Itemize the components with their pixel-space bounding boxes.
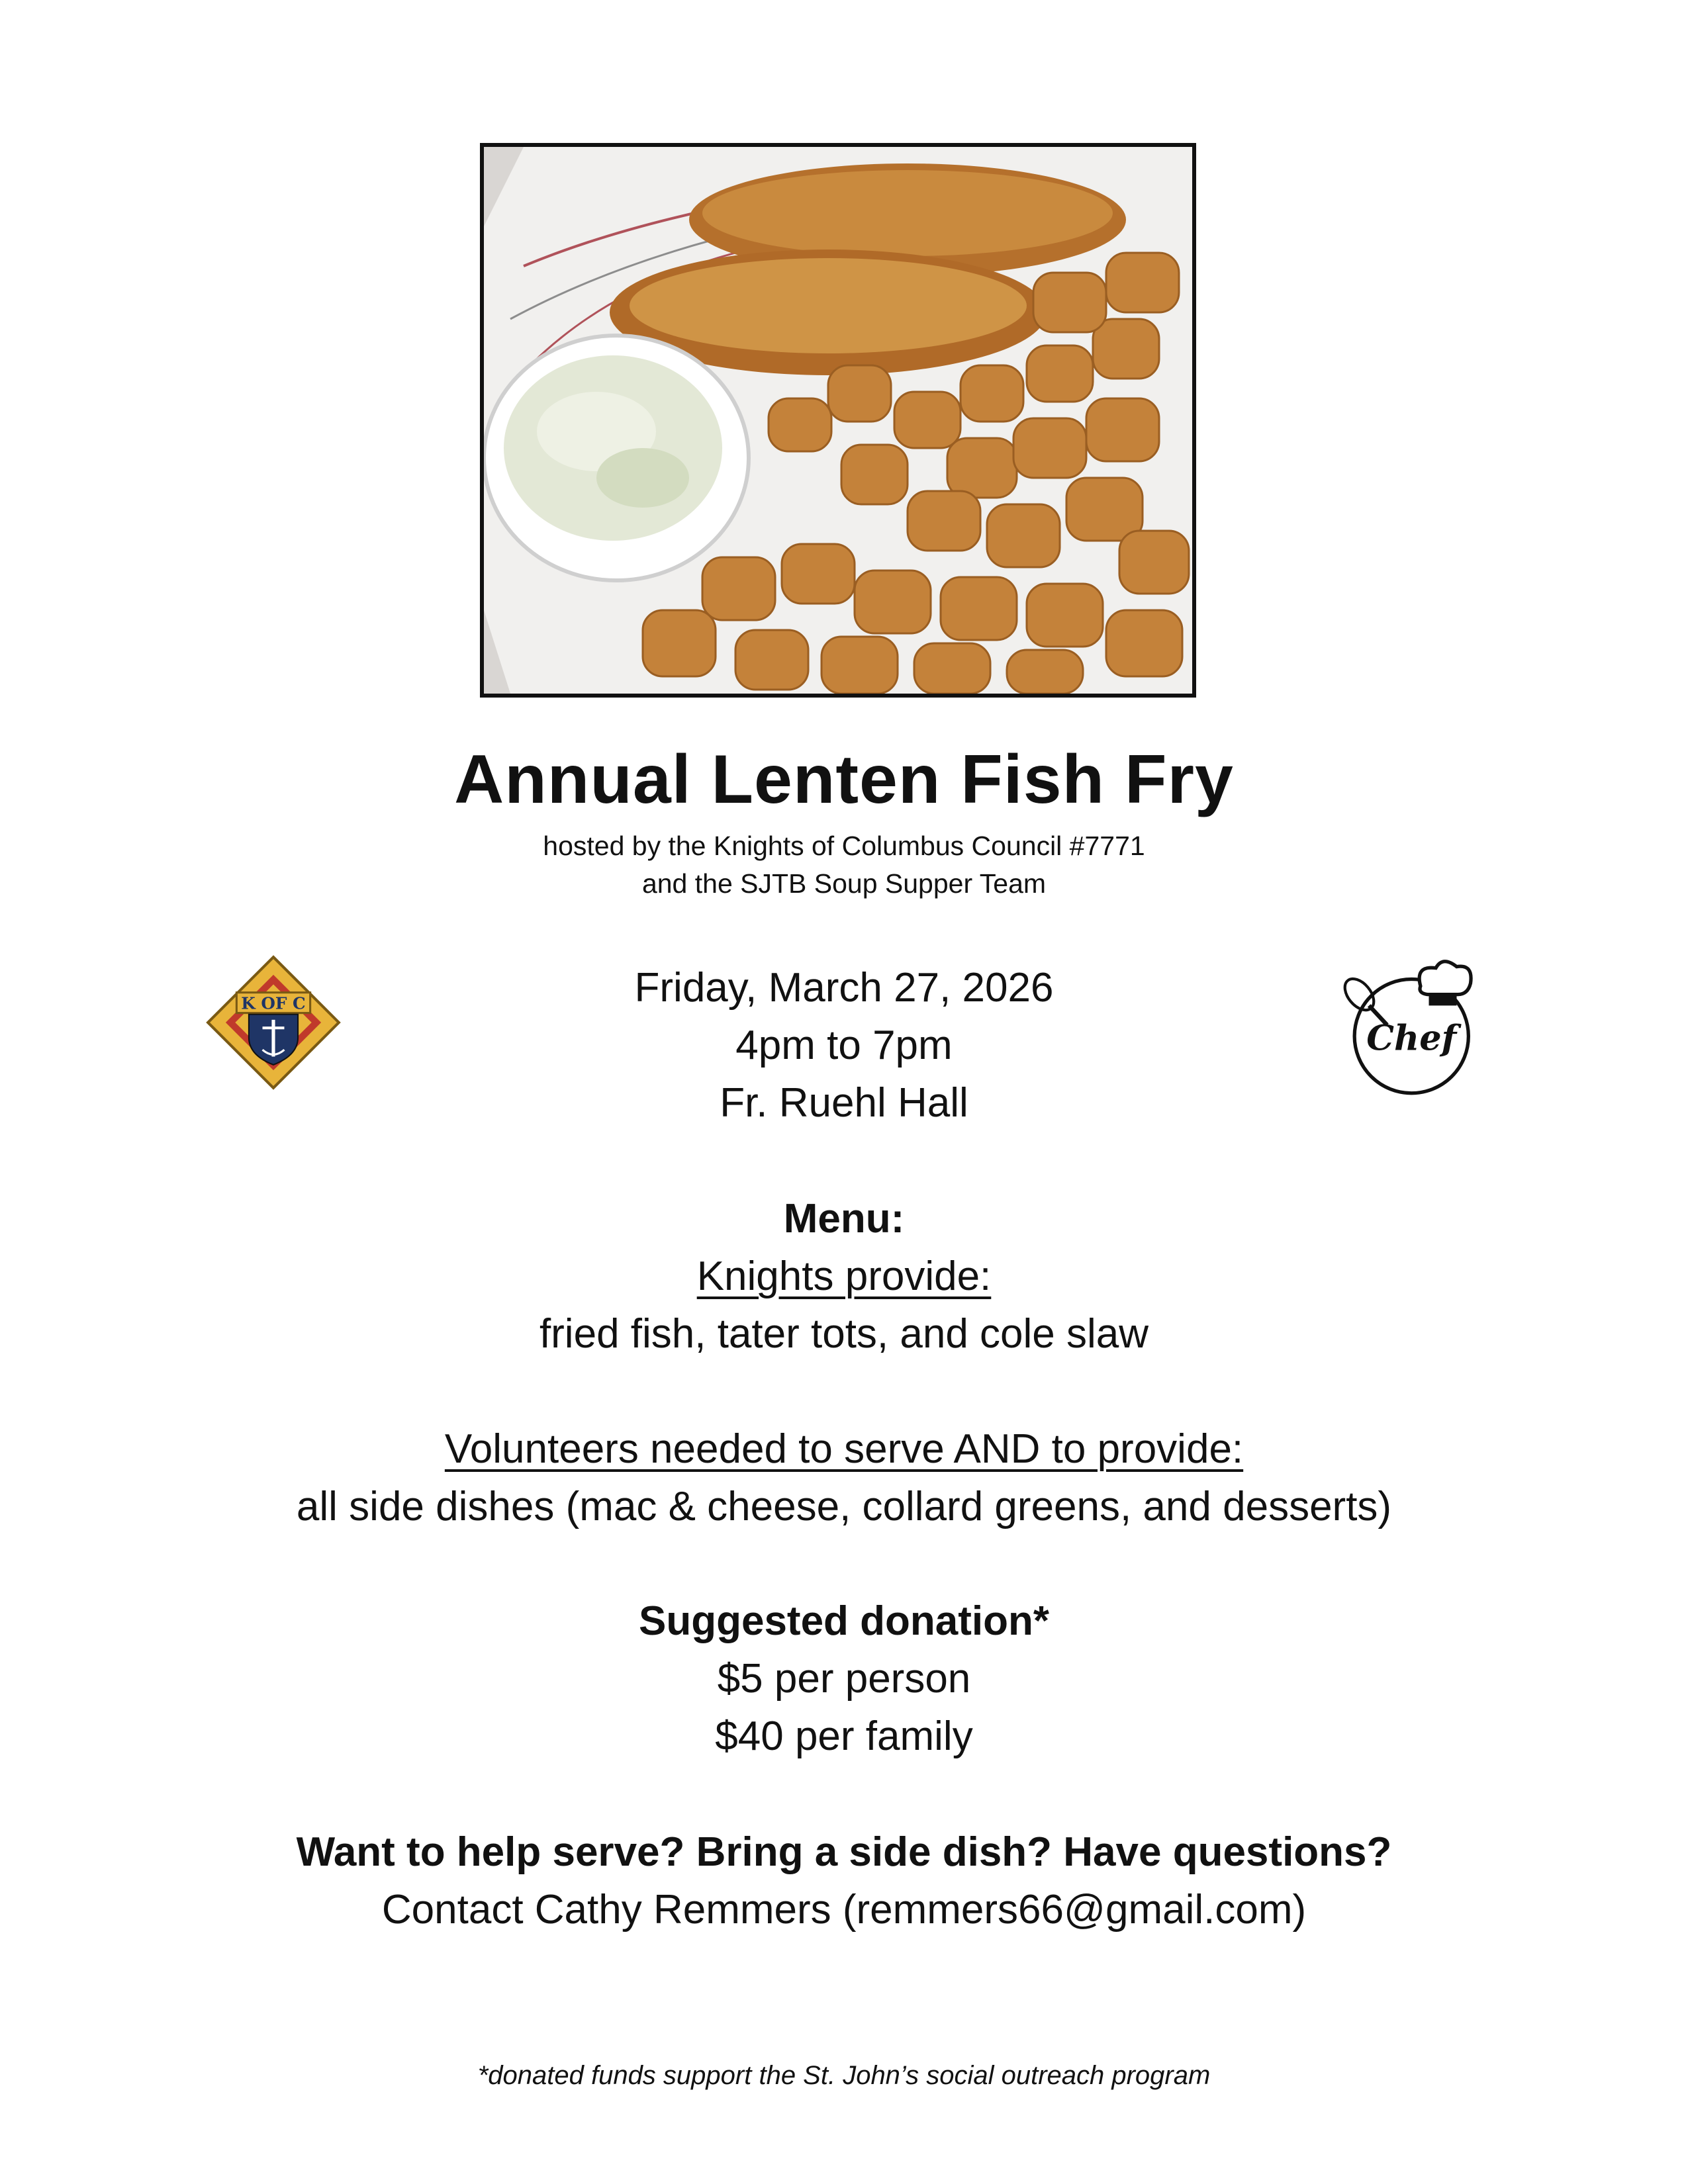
donation-per-person: $5 per person bbox=[717, 1656, 971, 1702]
contact-line: Contact Cathy Remmers (remmers66@gmail.com) bbox=[381, 1887, 1307, 1933]
donation-heading: Suggested donation* bbox=[639, 1598, 1049, 1644]
knights-provide-items: fried fish, tater tots, and cole slaw bbox=[539, 1311, 1149, 1357]
fish-fry-photo bbox=[480, 143, 1196, 698]
knights-provide-heading bbox=[0, 1250, 1688, 1303]
chef-text: Chef bbox=[1366, 1018, 1457, 1059]
host-line-1: hosted by the Knights of Columbus Council #7771 bbox=[543, 831, 1145, 861]
volunteers-items: all side dishes (mac & cheese, collard greens, and desserts) bbox=[296, 1484, 1392, 1529]
event-title: Annual Lenten Fish Fry bbox=[454, 741, 1234, 818]
event-location: Fr. Ruehl Hall bbox=[720, 1080, 968, 1126]
event-time: 4pm to 7pm bbox=[735, 1023, 953, 1068]
fish-plate-illustration bbox=[484, 147, 1192, 694]
donation-per-family: $40 per family bbox=[715, 1713, 973, 1759]
contact-question: Want to help serve? Bring a side dish? Have questions? bbox=[296, 1829, 1392, 1875]
knights-provide-text: Knights provide: bbox=[696, 1253, 992, 1299]
event-date: Friday, March 27, 2026 bbox=[634, 965, 1054, 1011]
volunteers-heading-text: Volunteers needed to serve AND to provide: bbox=[444, 1426, 1244, 1472]
host-line-2: and the SJTB Soup Supper Team bbox=[641, 868, 1047, 899]
footnote: *donated funds support the St. John’s social outreach program bbox=[477, 2061, 1211, 2090]
volunteers-heading bbox=[0, 1423, 1688, 1476]
kofc-letters: K OF C bbox=[241, 993, 306, 1013]
menu-heading: Menu: bbox=[783, 1196, 905, 1242]
